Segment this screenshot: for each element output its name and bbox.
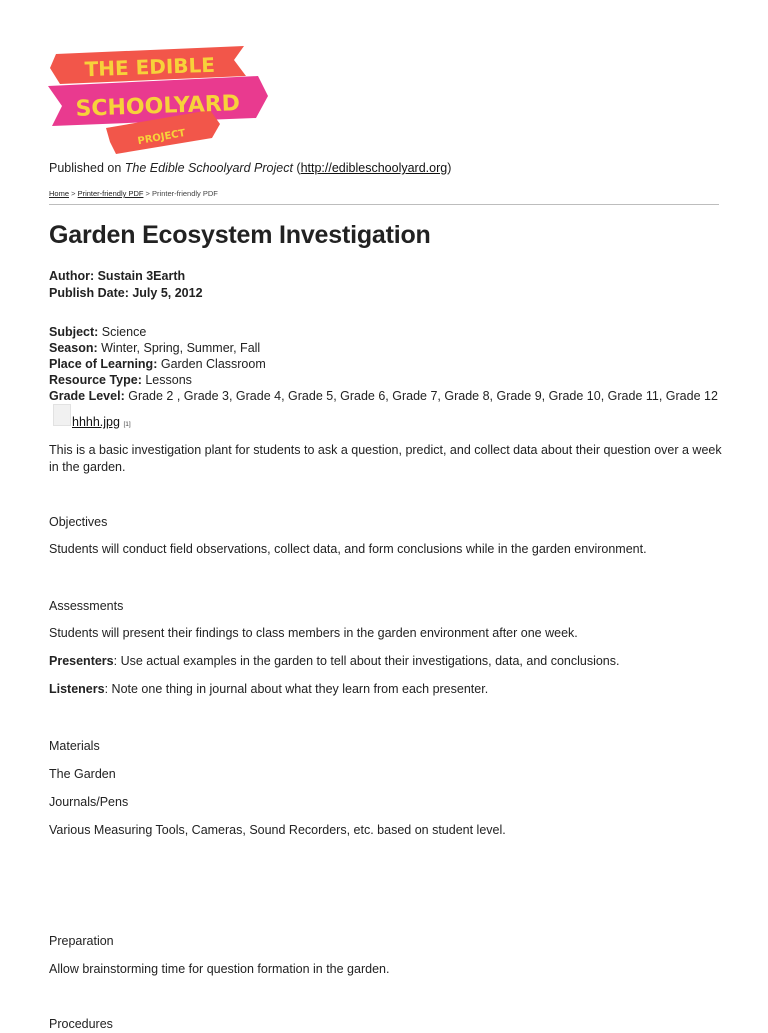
author-text: Author: Sustain 3Earth — [49, 269, 186, 283]
breadcrumb — [49, 189, 218, 198]
header-divider — [49, 204, 719, 205]
detail-value: Grade 2 , Grade 3, Grade 4, Grade 5, Grade 6, Grade 7, Grade 8, Grade 9, Grade 10, Grade 11, Grade 12 — [128, 389, 718, 403]
detail-value: Winter, Spring, Summer, Fall — [101, 341, 261, 355]
assessments-heading: Assessments — [49, 599, 124, 613]
url-open-paren: ( — [296, 161, 301, 175]
published-prefix: Published on — [49, 161, 122, 175]
logo-line1: THE EDIBLE — [84, 52, 216, 82]
attachment-line — [72, 415, 131, 429]
attachment-link[interactable]: hhhh.jpg — [72, 415, 120, 429]
breadcrumb-current: Printer-friendly PDF — [152, 189, 218, 198]
site-url-link[interactable]: http://edibleschoolyard.org — [300, 161, 448, 175]
attachment-ref: [1] — [123, 421, 131, 428]
procedures-heading: Procedures — [49, 1017, 113, 1031]
published-line — [49, 161, 451, 175]
presenters-text: : Use actual examples in the garden to tell about their investigations, data, and conclusions. — [113, 654, 620, 668]
detail-subject — [49, 325, 146, 339]
preparation-heading: Preparation — [49, 934, 114, 948]
detail-season — [49, 341, 260, 355]
detail-label: Grade Level: — [49, 389, 125, 403]
preparation-text: Allow brainstorming time for question formation in the garden. — [49, 962, 390, 976]
detail-label: Season: — [49, 341, 98, 355]
assessments-text: Students will present their findings to class members in the garden environment after one week. — [49, 626, 578, 640]
listeners-line — [49, 681, 729, 698]
listeners-label: Listeners — [49, 682, 105, 696]
listeners-text: : Note one thing in journal about what they learn from each presenter. — [104, 682, 489, 696]
logo-line2: SCHOOLYARD — [75, 91, 241, 122]
url-close-paren: ) — [447, 161, 452, 175]
logo-line3: PROJECT — [136, 127, 187, 148]
page-title: Garden Ecosystem Investigation — [49, 221, 431, 249]
materials-item: The Garden — [49, 767, 116, 781]
breadcrumb-home-link[interactable]: Home — [49, 189, 70, 198]
detail-value: Garden Classroom — [160, 357, 266, 371]
objectives-heading: Objectives — [49, 515, 108, 529]
detail-label: Place of Learning: — [49, 357, 158, 371]
breadcrumb-printer-friendly-link[interactable]: Printer-friendly PDF — [77, 189, 144, 198]
materials-item: Various Measuring Tools, Cameras, Sound Recorders, etc. based on student level. — [49, 823, 506, 837]
publish-date-line — [49, 286, 203, 300]
materials-heading: Materials — [49, 739, 100, 753]
site-name: The Edible Schoolyard Project — [124, 161, 293, 175]
detail-label: Subject: — [49, 325, 99, 339]
publish-date-text: Publish Date: July 5, 2012 — [49, 286, 203, 300]
detail-label: Resource Type: — [49, 373, 142, 387]
edible-schoolyard-logo — [46, 46, 272, 158]
intro-paragraph: This is a basic investigation plant for students to ask a question, predict, and collect data about their question over a week in the garden. — [49, 443, 722, 474]
materials-item: Journals/Pens — [49, 795, 129, 809]
detail-value: Science — [101, 325, 147, 339]
breadcrumb-separator: > — [145, 189, 150, 198]
detail-resource-type — [49, 373, 192, 387]
detail-place-of-learning — [49, 357, 266, 371]
presenters-label: Presenters — [49, 654, 114, 668]
detail-value: Lessons — [145, 373, 192, 387]
breadcrumb-separator: > — [71, 189, 76, 198]
presenters-line — [49, 653, 729, 670]
image-thumbnail-icon — [53, 404, 71, 426]
author-line — [49, 269, 185, 283]
detail-grade-level — [49, 389, 718, 403]
objectives-text: Students will conduct field observations, collect data, and form conclusions while in the garden environment. — [49, 542, 647, 556]
